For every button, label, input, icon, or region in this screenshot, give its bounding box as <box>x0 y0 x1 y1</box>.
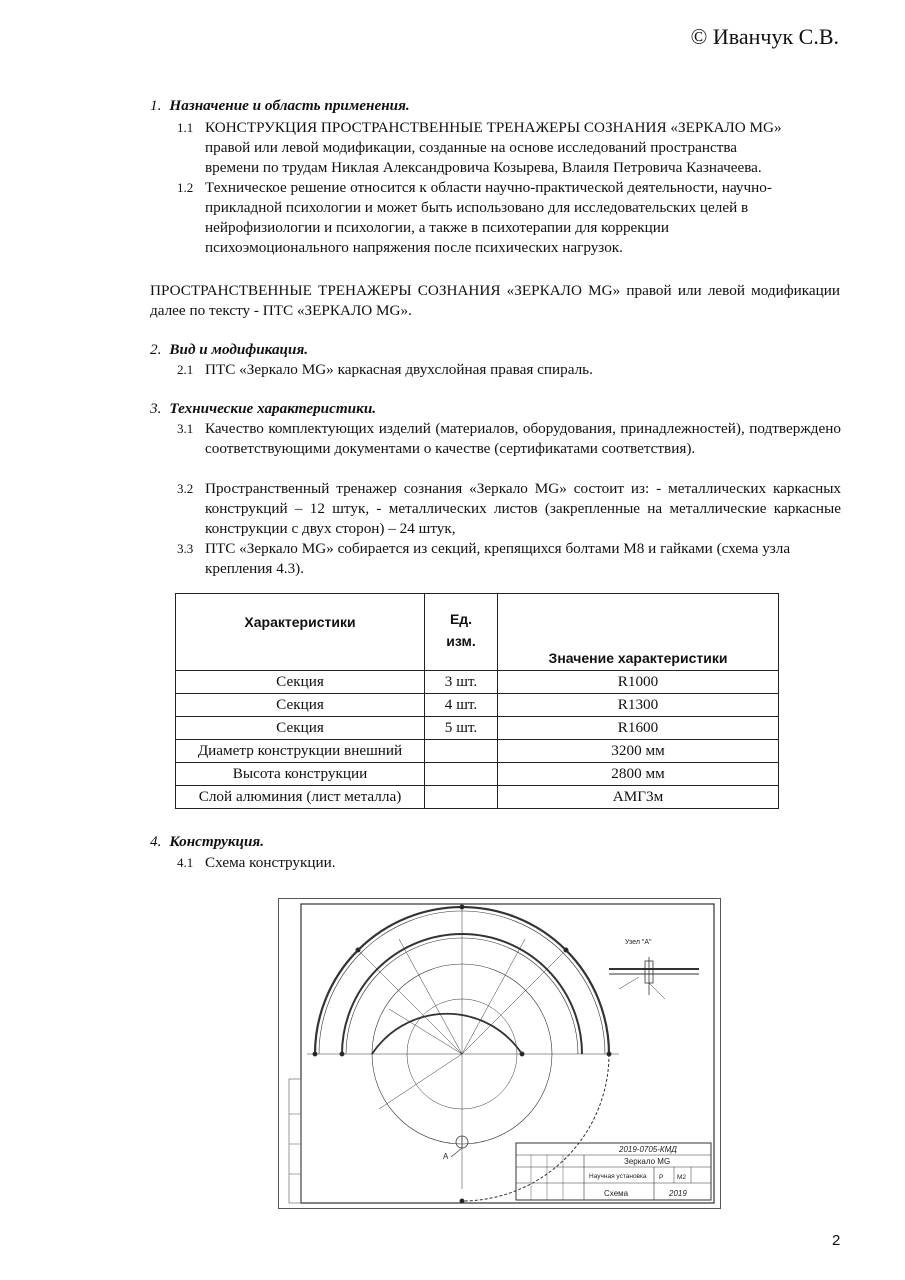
table-row <box>176 763 779 786</box>
section-4-title: Конструкция. <box>169 833 265 850</box>
item-1-1-number: 1.1 <box>177 120 194 135</box>
table-row <box>176 694 779 717</box>
row-value: АМГ3м <box>498 786 779 809</box>
intro-paragraph: ПРОСТРАНСТВЕННЫЕ ТРЕНАЖЕРЫ СОЗНАНИЯ «ЗЕРКАЛО MG» правой или левой модификации далее по тексту - ПТС «ЗЕРКАЛО MG». <box>150 282 840 319</box>
row-unit: 3 шт. <box>425 671 498 694</box>
construction-drawing <box>278 898 721 1209</box>
row-name: Секция <box>176 694 425 717</box>
item-1-2-number: 1.2 <box>177 180 194 195</box>
row-name: Высота конструкции <box>176 763 425 786</box>
item-3-1 <box>177 419 841 459</box>
row-value: R1600 <box>498 717 779 740</box>
item-3-2-text: Пространственный тренажер сознания «Зеркало MG» состоит из: - металлических каркасных конструкций – 12 штук, - металлических листов (закрепленные на металлические каркасные конструкции с двух сторон) – 24 штук, <box>205 480 841 537</box>
row-name: Секция <box>176 671 425 694</box>
drawing-year: 2019 <box>669 1189 687 1198</box>
item-3-3-number: 3.3 <box>177 541 194 556</box>
scale: М2 <box>677 1174 687 1181</box>
item-3-3 <box>177 539 841 579</box>
header-unit <box>425 594 498 671</box>
section-1-heading <box>150 96 410 116</box>
item-1-2-line: прикладной психологии и может быть использовано для исследовательских целей в <box>205 199 749 216</box>
table-row <box>176 671 779 694</box>
section-4-number: 4. <box>150 833 162 850</box>
item-2-1-text: ПТС «Зеркало MG» каркасная двухслойная правая спираль. <box>205 361 593 378</box>
item-1-2-line: Техническое решение относится к области научно-практической деятельности, научно- <box>205 179 772 196</box>
item-1-1-line: правой или левой модификации, созданные на основе исследований пространства <box>205 139 738 156</box>
table-row <box>176 717 779 740</box>
section-1-title: Назначение и область применения. <box>169 97 410 114</box>
drawing-title: Зеркало MG <box>624 1157 671 1166</box>
item-1-2-line: психоэмоционального напряжения после психических нагрузок. <box>205 239 623 256</box>
row-unit: 5 шт. <box>425 717 498 740</box>
row-unit <box>425 740 498 763</box>
row-value: R1300 <box>498 694 779 717</box>
header-value: Значение характеристики <box>498 594 779 671</box>
item-3-2-number: 3.2 <box>177 481 194 496</box>
header-characteristic: Характеристики <box>176 594 425 671</box>
item-4-1-text: Схема конструкции. <box>205 854 336 871</box>
section-2-heading <box>150 340 308 360</box>
section-2-number: 2. <box>150 341 162 358</box>
row-value: 2800 мм <box>498 763 779 786</box>
item-3-1-text: Качество комплектующих изделий (материалов, оборудования, принадлежностей), подтверждено соответствующими документами о качестве (сертификатами соответствия). <box>205 420 841 457</box>
page-number: 2 <box>832 1232 841 1249</box>
characteristics-table <box>175 593 779 809</box>
item-3-1-number: 3.1 <box>177 421 194 436</box>
row-name: Диаметр конструкции внешний <box>176 740 425 763</box>
item-1-1-line: КОНСТРУКЦИЯ ПРОСТРАНСТВЕННЫЕ ТРЕНАЖЕРЫ СОЗНАНИЯ «ЗЕРКАЛО MG» <box>205 119 782 136</box>
item-1-2 <box>177 178 841 258</box>
item-3-2 <box>177 479 841 539</box>
item-4-1-number: 4.1 <box>177 855 194 870</box>
item-1-2-line: нейрофизиологии и психологии, а также в психотерапии для коррекции <box>205 219 670 236</box>
item-2-1 <box>177 360 841 380</box>
pointer-label: А <box>443 1152 449 1161</box>
section-3-number: 3. <box>150 400 162 417</box>
row-value: 3200 мм <box>498 740 779 763</box>
row-unit <box>425 763 498 786</box>
node-detail <box>609 939 699 999</box>
item-2-1-number: 2.1 <box>177 362 194 377</box>
item-3-3-text: ПТС «Зеркало MG» собирается из секций, крепящихся болтами М8 и гайками (схема узла крепления 4.3). <box>205 540 791 577</box>
section-4-heading <box>150 832 264 852</box>
row-name: Секция <box>176 717 425 740</box>
row-unit <box>425 786 498 809</box>
copyright: © Иванчук С.В. <box>690 24 839 49</box>
header-unit-line2: изм. <box>446 633 476 649</box>
row-value: R1000 <box>498 671 779 694</box>
section-2-title: Вид и модификация. <box>169 341 309 358</box>
drawing-subtitle: Научная установка <box>589 1173 647 1180</box>
item-1-1 <box>177 118 841 178</box>
section-3-heading <box>150 399 376 419</box>
item-4-1 <box>177 853 841 873</box>
stage: Р <box>659 1174 664 1181</box>
section-1-number: 1. <box>150 97 162 114</box>
header-unit-line1: Ед. <box>449 611 473 627</box>
node-label: Узел "А" <box>625 939 652 946</box>
table-row <box>176 786 779 809</box>
spiral-schematic <box>307 905 619 1203</box>
row-name: Слой алюминия (лист металла) <box>176 786 425 809</box>
item-1-1-line: времени по трудам Никлая Александровича Козырева, Влаиля Петровича Казначеева. <box>205 159 762 176</box>
doc-code: 2019-0705-КМД <box>619 1145 677 1154</box>
table-header-row <box>176 594 779 671</box>
row-unit: 4 шт. <box>425 694 498 717</box>
margin-strip <box>289 1079 301 1203</box>
section-3-title: Технические характеристики. <box>169 400 377 417</box>
table-row <box>176 740 779 763</box>
sheet-label: Схема <box>604 1189 629 1198</box>
drawing-svg <box>279 899 720 1208</box>
